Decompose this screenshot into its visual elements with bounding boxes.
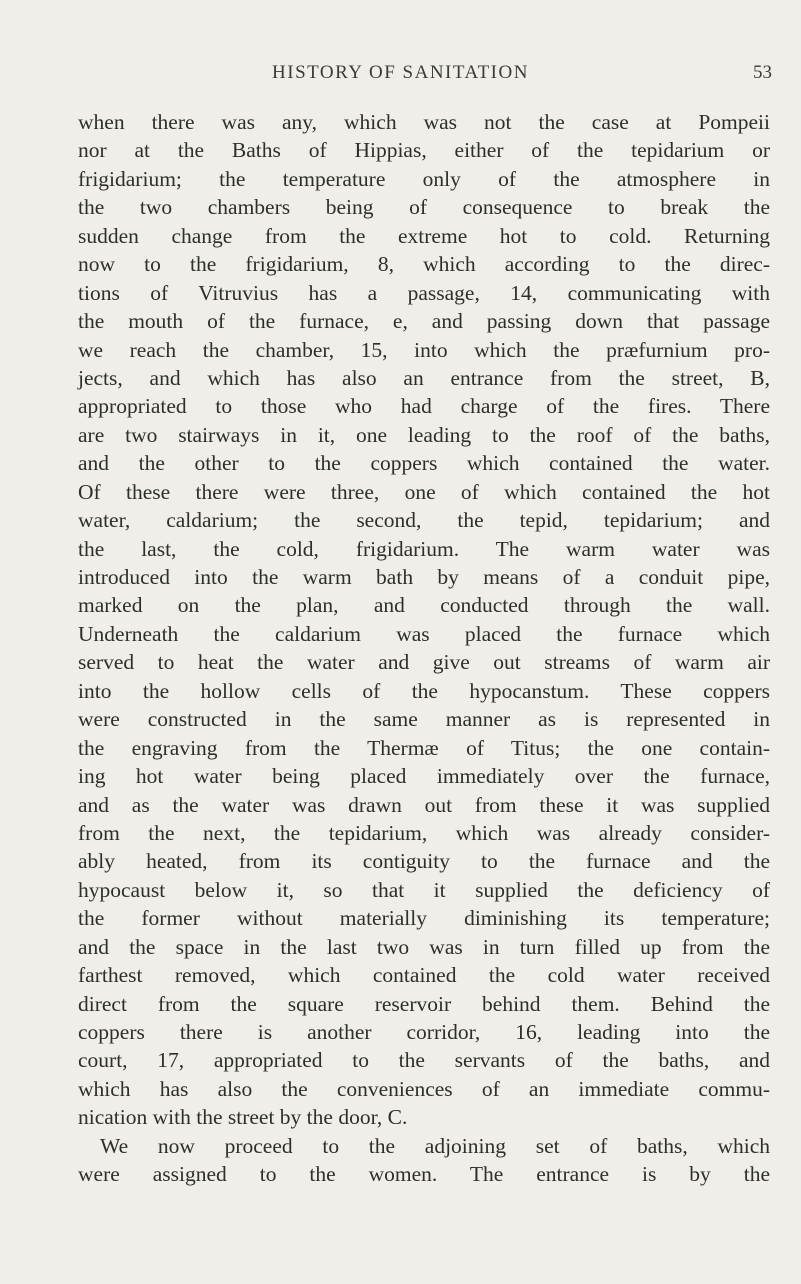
text-line: ably heated, from its contiguity to the furnace and the — [78, 849, 770, 874]
text-line: tions of Vitruvius has a passage, 14, communicating with — [78, 280, 770, 305]
paragraph-first-line: We now proceed to the adjoining set of baths, which — [100, 1133, 770, 1158]
text-line: the two chambers being of consequence to break the — [78, 195, 770, 220]
text-line: and the space in the last two was in turn filled up from the — [78, 934, 770, 959]
text-line: jects, and which has also an entrance from the street, B, — [78, 365, 770, 390]
text-line: frigidarium; the temperature only of the atmosphere in — [78, 166, 770, 191]
text-line: which has also the conveniences of an immediate commu- — [78, 1076, 770, 1101]
text-line: appropriated to those who had charge of the fires. There — [78, 394, 770, 419]
text-line: farthest removed, which contained the cold water received — [78, 963, 770, 988]
text-line: served to heat the water and give out streams of warm air — [78, 650, 770, 675]
text-line: we reach the chamber, 15, into which the præfurnium pro- — [78, 337, 770, 362]
text-line: Of these there were three, one of which contained the hot — [78, 479, 770, 504]
text-line: introduced into the warm bath by means of a conduit pipe, — [78, 565, 770, 589]
text-line: sudden change from the extreme hot to cold. Returning — [78, 223, 770, 248]
text-line: the last, the cold, frigidarium. The warm water was — [78, 536, 770, 561]
page-number: 53 — [753, 62, 772, 83]
text-line: were assigned to the women. The entrance is by the — [78, 1162, 770, 1187]
text-line: are two stairways in it, one leading to the roof of the baths, — [78, 422, 770, 447]
text-line: were constructed in the same manner as is represented in — [78, 707, 770, 732]
paragraph-last-line: nication with the street by the door, C. — [78, 1105, 408, 1130]
text-line: and the other to the coppers which contained the water. — [78, 451, 770, 476]
page-header — [0, 62, 801, 90]
text-line: nor at the Baths of Hippias, either of the tepidarium or — [78, 138, 770, 163]
text-line: court, 17, appropriated to the servants of the baths, and — [78, 1048, 770, 1073]
text-line: coppers there is another corridor, 16, leading into the — [78, 1020, 770, 1044]
text-line: the former without materially diminishing its temperature; — [78, 906, 770, 931]
text-line: now to the frigidarium, 8, which according to the direc- — [78, 252, 770, 277]
body-text — [78, 108, 770, 1189]
text-line: hypocaust below it, so that it supplied the deficiency of — [78, 877, 770, 902]
text-line: into the hollow cells of the hypocanstum. These coppers — [78, 678, 770, 703]
text-line: the engraving from the Thermæ of Titus; the one contain- — [78, 735, 770, 760]
running-head: HISTORY OF SANITATION — [272, 62, 529, 83]
text-line: Underneath the caldarium was placed the furnace which — [78, 621, 770, 646]
text-line: from the next, the tepidarium, which was already consider- — [78, 820, 770, 845]
text-line: ing hot water being placed immediately over the furnace, — [78, 764, 770, 789]
text-line: and as the water was drawn out from these it was supplied — [78, 792, 770, 817]
text-line: water, caldarium; the second, the tepid, tepidarium; and — [78, 508, 770, 533]
text-line: the mouth of the furnace, e, and passing down that passage — [78, 309, 770, 334]
text-line: when there was any, which was not the case at Pompeii — [78, 110, 770, 134]
text-line: marked on the plan, and conducted through the wall. — [78, 593, 770, 618]
text-line: direct from the square reservoir behind them. Behind the — [78, 991, 770, 1016]
